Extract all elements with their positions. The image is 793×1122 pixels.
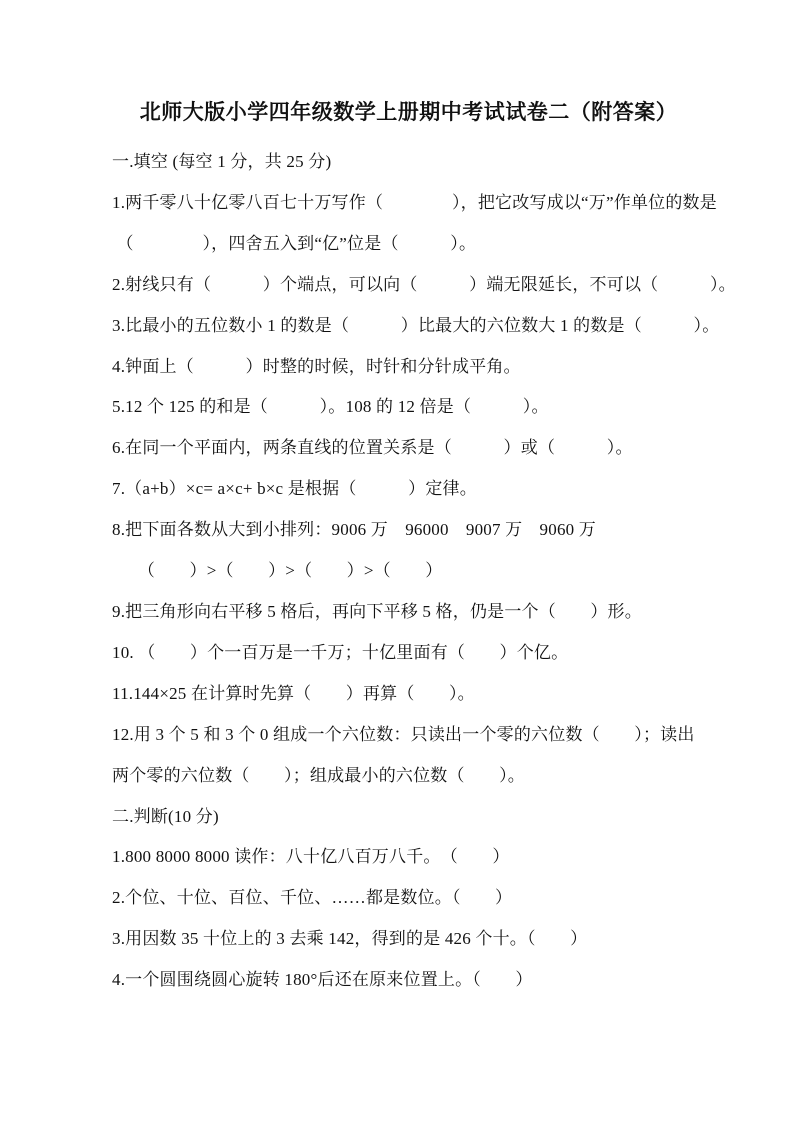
judge-item-2: 2.个位、十位、百位、千位、……都是数位。（ ）	[112, 888, 513, 908]
section-judge-heading: 二.判断(10 分)	[112, 806, 219, 826]
fill-item-1-line-2: （ ），四舍五入到“亿”位是（ ）。	[112, 233, 477, 253]
judge-item-1: 1.800 8000 8000 读作：八十亿八百万八千。 （ ）	[112, 847, 510, 867]
fill-item-1-line-1: 1.两千零八十亿零八百七十万写作（ ），把它改写成以“万”作单位的数是	[112, 192, 717, 212]
fill-item-6: 6.在同一个平面内，两条直线的位置关系是（ ）或（ ）。	[112, 438, 633, 458]
fill-item-5: 5.12 个 125 的和是（ ）。108 的 12 倍是（ ）。	[112, 397, 549, 417]
fill-item-10: 10. （ ）个一百万是一千万；十亿里面有（ ）个亿。	[112, 642, 569, 662]
judge-item-4: 4.一个圆围绕圆心旋转 180°后还在原来位置上。（ ）	[112, 970, 533, 990]
judge-item-3: 3.用因数 35 十位上的 3 去乘 142，得到的是 426 个十。（ ）	[112, 929, 588, 949]
fill-item-8-order-blanks: （ ）>（ ）>（ ）>（ ）	[112, 561, 443, 581]
fill-item-9: 9.把三角形向右平移 5 格后，再向下平移 5 格，仍是一个（ ）形。	[112, 601, 642, 621]
fill-item-12-line-1: 12.用 3 个 5 和 3 个 0 组成一个六位数：只读出一个零的六位数（ ）；读出	[112, 724, 695, 744]
fill-item-11: 11.144×25 在计算时先算（ ）再算（ ）。	[112, 683, 475, 703]
exam-title: 北师大版小学四年级数学上册期中考试试卷二（附答案）	[139, 101, 678, 124]
section-fill-heading: 一.填空 (每空 1 分，共 25 分)	[112, 152, 332, 171]
fill-item-3: 3.比最小的五位数小 1 的数是（ ）比最大的六位数大 1 的数是（ ）。	[112, 315, 720, 335]
fill-item-4: 4.钟面上（ ）时整的时候，时针和分针成平角。	[112, 356, 521, 376]
fill-item-7: 7.（a+b）×c= a×c+ b×c 是根据（ ）定律。	[112, 479, 477, 499]
fill-item-8-line-1: 8.把下面各数从大到小排列：9006 万 96000 9007 万 9060 万	[112, 520, 596, 540]
fill-item-2: 2.射线只有（ ）个端点，可以向（ ）端无限延长，不可以（ ）。	[112, 274, 736, 294]
fill-item-12-line-2: 两个零的六位数（ ）；组成最小的六位数（ ）。	[112, 765, 525, 785]
